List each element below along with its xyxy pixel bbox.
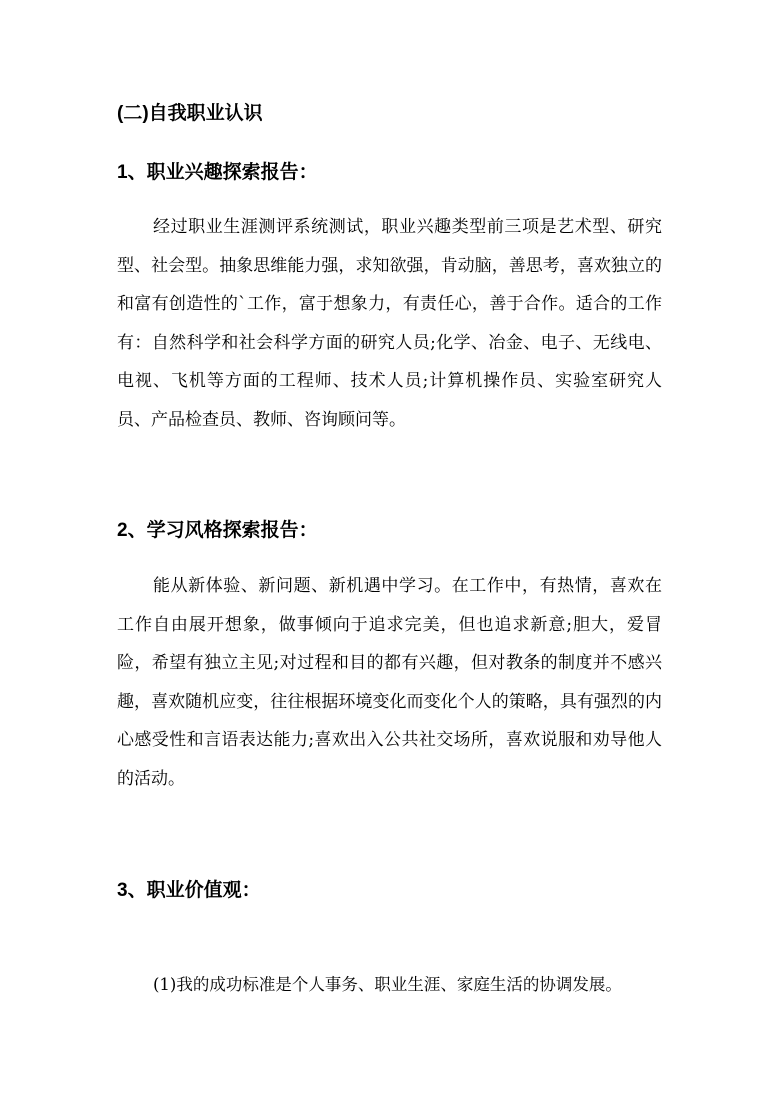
paragraph-career-values-item-1: (1)我的成功标准是个人事务、职业生涯、家庭生活的协调发展。 — [153, 975, 622, 994]
section-title: (二)自我职业认识 — [117, 103, 263, 124]
heading-career-values: 3、职业价值观： — [117, 880, 261, 901]
heading-learning-style: 2、学习风格探索报告： — [117, 520, 318, 541]
paragraph-learning-style: 能从新体验、新问题、新机遇中学习。在工作中，有热情，喜欢在工作自由展开想象，做事倾向于追求完美，但也追求新意;胆大，爱冒险，希望有独立主见;对过程和目的都有兴趣，但对教条的制度并不感兴趣，喜欢随机应变，往往根据环境变化而变化个人的策略，具有强烈的内心感受性和言语表达能力;喜欢出入公共社交场所，喜欢说服和劝导他人的活动。 — [117, 576, 662, 789]
paragraph-career-interest: 经过职业生涯测评系统测试，职业兴趣类型前三项是艺术型、研究型、社会型。抽象思维能力强，求知欲强，肯动脑，善思考，喜欢独立的和富有创造性的`工作，富于想象力，有责任心，善于合作。适合的工作有：自然科学和社会科学方面的研究人员;化学、冶金、电子、无线电、电视、飞机等方面的工程师、技术人员;计算机操作员、实验室研究人员、产品检查员、教师、咨询顾问等。 — [117, 217, 662, 430]
heading-career-interest: 1、职业兴趣探索报告： — [117, 162, 318, 183]
